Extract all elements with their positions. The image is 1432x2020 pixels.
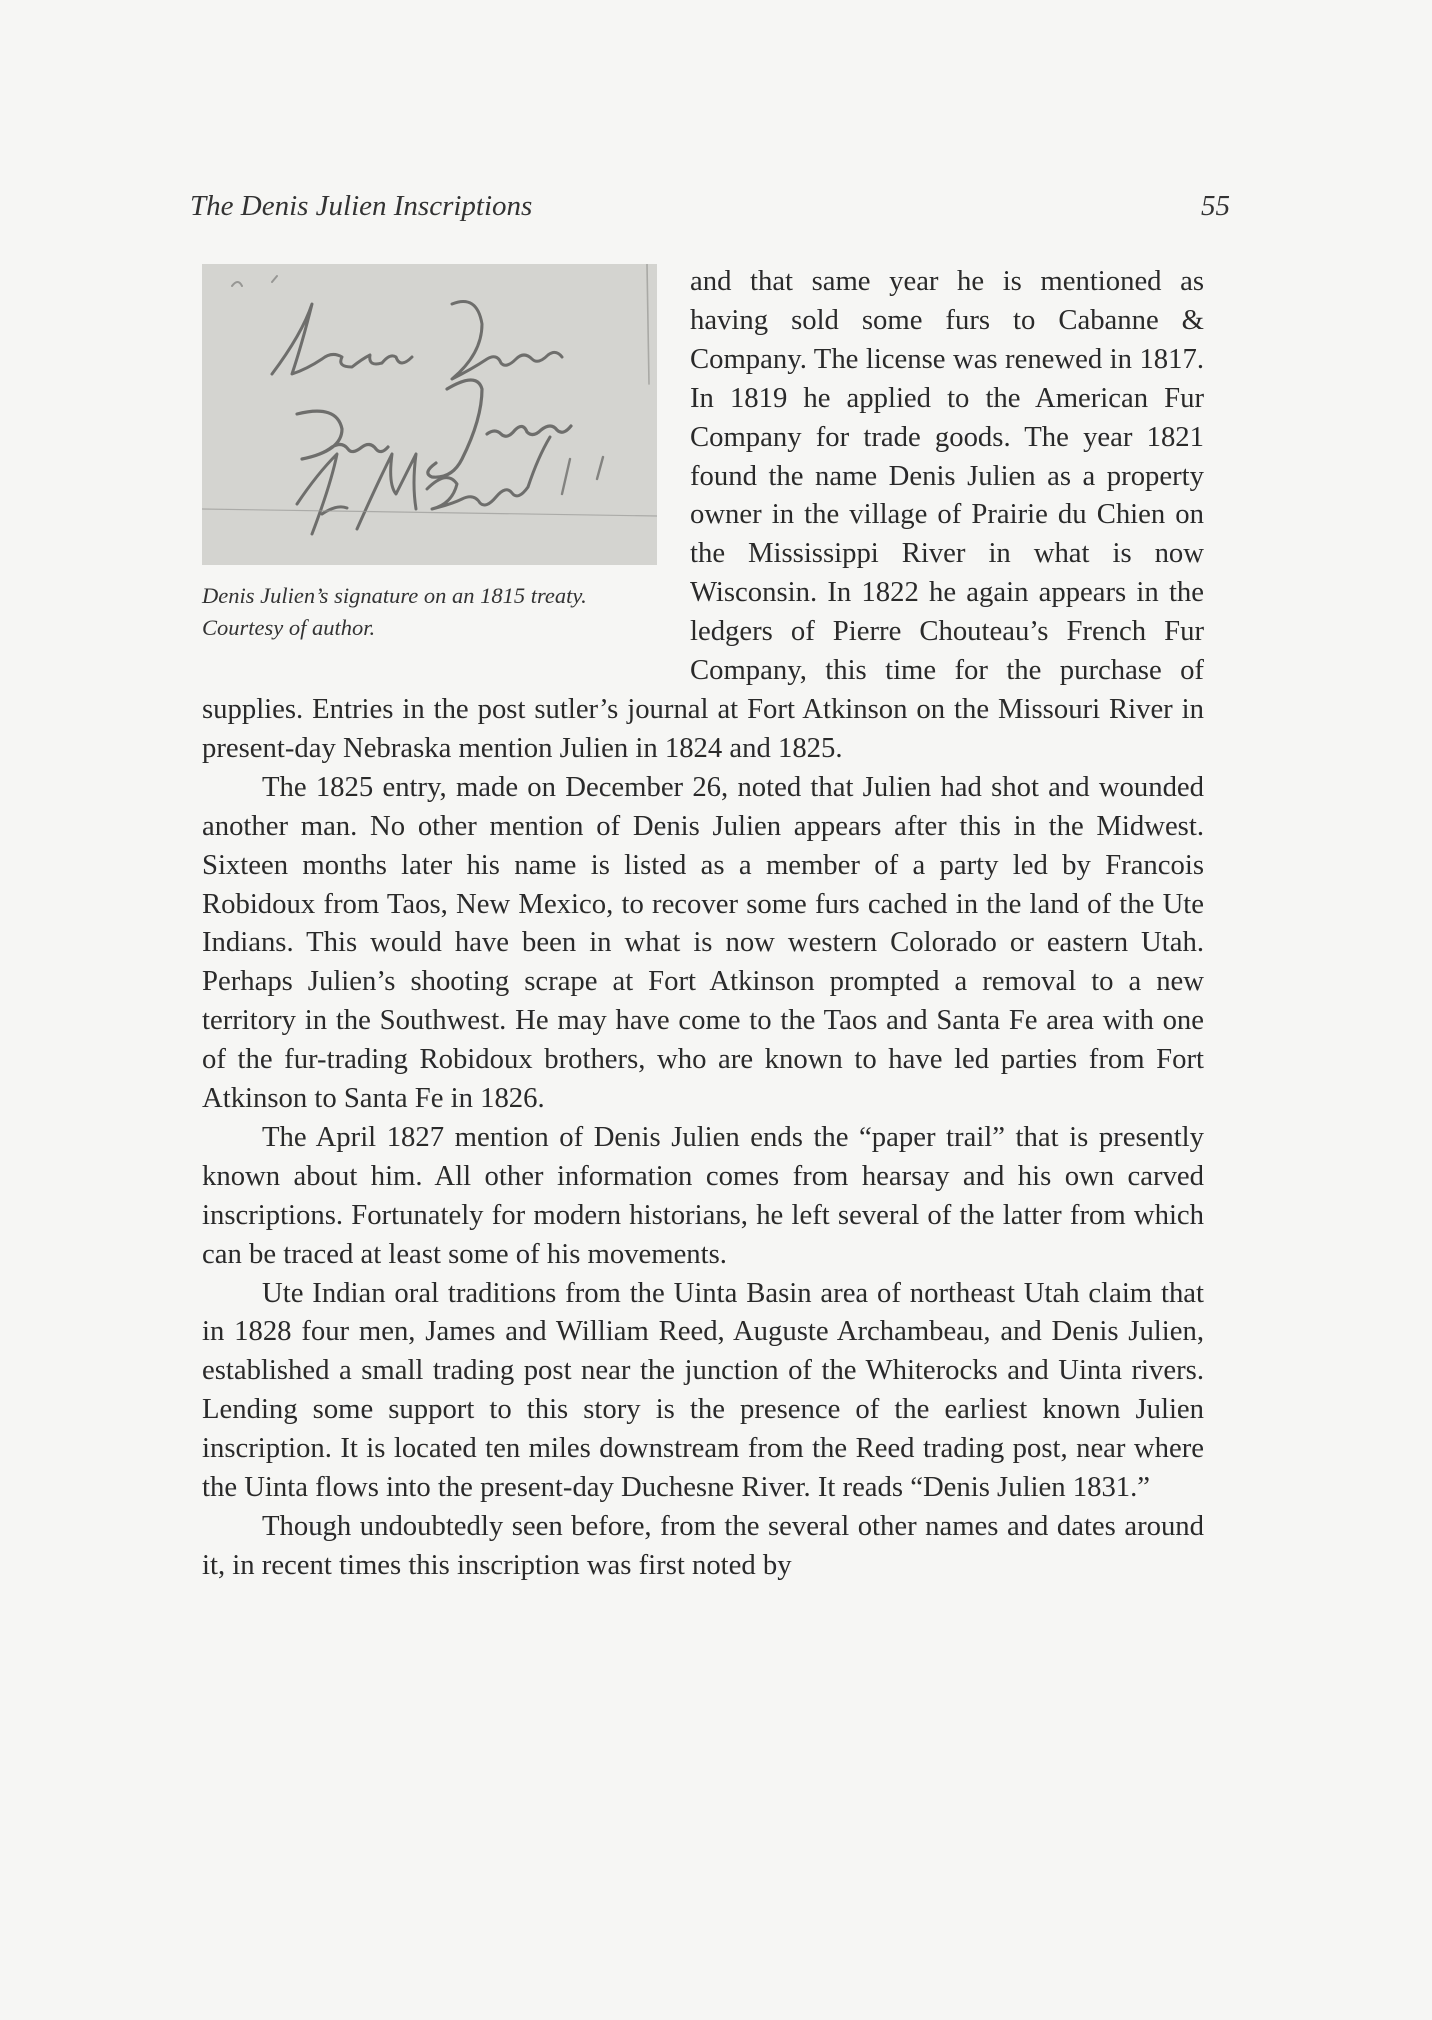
paragraph-2: The 1825 entry, made on December 26, noted that Julien had shot and wounded another man. No other mention of Denis Julien appears after this in the Midwest. Sixteen months later his name is listed as a member of a party led by Francois Robidoux from Taos, New Mexico, to recover some furs cached in the land of the Ute Indians. This would have been in what is now western Colorado or eastern Utah. Perhaps Julien’s shooting scrape at Fort Atkinson prompted a removal to a new territory in the Southwest. He may have come to the Taos and Santa Fe area with one of the fur-trading Robidoux brothers, who are known to have led parties from Fort Atkinson to Santa Fe in 1826. [202,770,1204,1115]
paragraph-1: and that same year he is mentioned as having sold some furs to Cabanne & Company. The license was renewed in 1817. In 1819 he applied to the American Fur Company for trade goods. The year 1821 found the name Denis Julien as a property owner in the village of Prairie du Chien on the Mississippi River in what is now Wisconsin. In 1822 he again appears in the ledgers of Pierre Chouteau’s French Fur Company, this time for the purchase of supplies. Entries in the post sutler’s journal at Fort Atkinson on the Missouri River in present-day Nebraska mention Julien in 1824 and 1825. [202,265,1204,764]
paragraph-5: Though undoubtedly seen before, from the several other names and dates around it, in recent times this inscription was first noted by [202,1510,1204,1581]
body-text [202,262,1204,1585]
figure-caption: Denis Julien’s signature on an 1815 treaty. Courtesy of author. [202,583,587,640]
signature-photo [202,264,657,565]
signature-image [202,264,657,565]
running-head-title: The Denis Julien Inscriptions [190,190,533,222]
paragraph-4: Ute Indian oral traditions from the Uinta Basin area of northeast Utah claim that in 1828 four men, James and William Reed, Auguste Archambeau, and Denis Julien, established a small trading post near the junction of the Whiterocks and Uinta rivers. Lending some support to this story is the presence of the earliest known Julien inscription. It is located ten miles downstream from the Reed trading post, near where the Uinta flows into the present-day Duchesne River. It reads “Denis Julien 1831.” [202,1276,1204,1504]
signature-figure [202,262,670,664]
page-number: 55 [1201,190,1230,222]
paragraph-3: The April 1827 mention of Denis Julien ends the “paper trail” that is presently known about him. All other information comes from hearsay and his own carved inscriptions. Fortunately for modern historians, he left several of the latter from which can be traced at least some of his movements. [202,1120,1204,1270]
